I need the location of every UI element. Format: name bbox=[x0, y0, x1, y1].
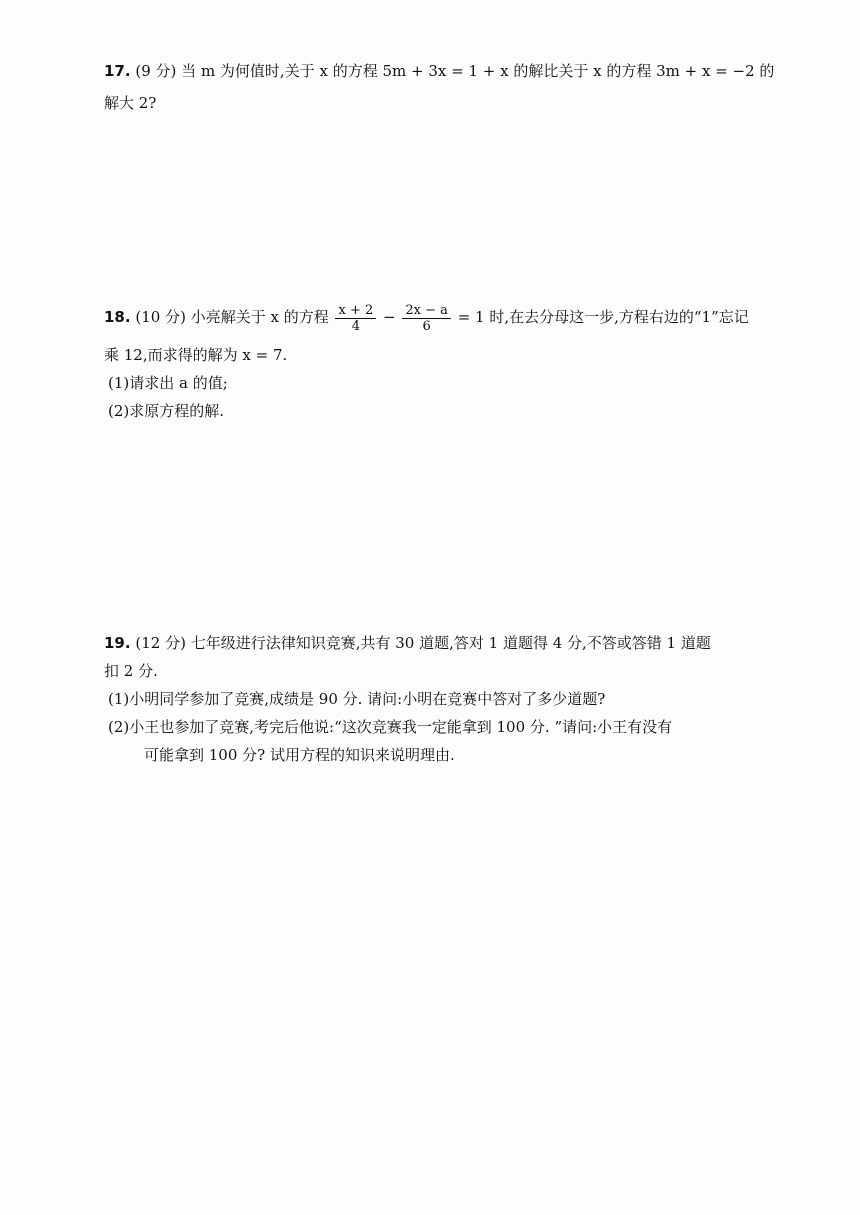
problem-text-lead: 小亮解关于 x 的方程 bbox=[190, 308, 329, 326]
problem-19-sub-1: (1)小明同学参加了竞赛,成绩是 90 分. 请问:小明在竞赛中答对了多少道题? bbox=[108, 690, 606, 708]
fraction-1-numerator: x + 2 bbox=[335, 303, 376, 319]
problem-19-sub-2: (2)小王也参加了竞赛,考完后他说:“这次竞赛我一定能拿到 100 分. ”请问:小王有没有 bbox=[108, 718, 673, 736]
problem-18-sub-1: (1)请求出 a 的值; bbox=[108, 374, 228, 392]
problem-17-line-2: 解大 2? bbox=[104, 94, 157, 112]
problem-18 bbox=[104, 300, 764, 422]
problem-score: (12 分) bbox=[135, 634, 186, 652]
fraction-2-numerator: 2x − a bbox=[402, 303, 451, 319]
problem-17-line-1 bbox=[104, 60, 775, 82]
problem-19-line-2: 扣 2 分. bbox=[104, 662, 158, 680]
problem-number: 17. bbox=[104, 62, 131, 80]
problem-text: 七年级进行法律知识竞赛,共有 30 道题,答对 1 道题得 4 分,不答或答错 1 道题 bbox=[190, 634, 711, 652]
problem-19 bbox=[104, 632, 764, 766]
problem-17 bbox=[104, 60, 775, 114]
problem-number: 18. bbox=[104, 308, 131, 326]
problem-19-sub-2-continued: 可能拿到 100 分? 试用方程的知识来说明理由. bbox=[144, 746, 455, 764]
minus-sign: − bbox=[383, 308, 396, 326]
fraction-1 bbox=[335, 303, 376, 334]
problem-number: 19. bbox=[104, 634, 131, 652]
problem-score: (9 分) bbox=[135, 62, 177, 80]
problem-19-line-1 bbox=[104, 632, 764, 654]
problem-text: 当 m 为何值时,关于 x 的方程 5m + 3x = 1 + x 的解比关于 x 的方程 3m + x = −2 的 bbox=[181, 62, 775, 80]
fraction-2 bbox=[402, 303, 451, 334]
problem-score: (10 分) bbox=[135, 308, 186, 326]
problem-text-tail: = 1 时,在去分母这一步,方程右边的“1”忘记 bbox=[457, 308, 749, 326]
problem-18-line-2: 乘 12,而求得的解为 x = 7. bbox=[104, 346, 288, 364]
fraction-2-denominator: 6 bbox=[422, 318, 431, 334]
fraction-1-denominator: 4 bbox=[351, 318, 360, 334]
problem-18-line-1 bbox=[104, 300, 764, 334]
problem-18-sub-2: (2)求原方程的解. bbox=[108, 402, 225, 420]
